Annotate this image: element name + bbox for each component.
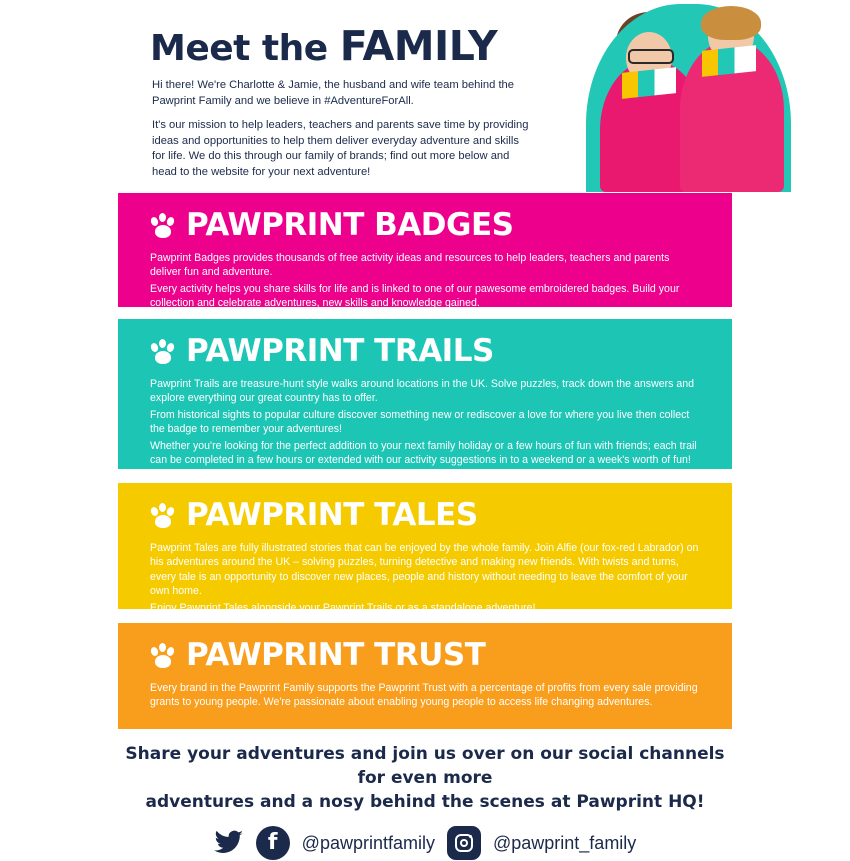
trust-heading — [150, 637, 700, 673]
photo-glasses-icon — [628, 49, 674, 64]
badges-paragraph-1: Pawprint Badges provides thousands of free activity ideas and resources to help leaders, teachers and parents deliver fun and adventure. — [150, 252, 670, 279]
tales-heading — [150, 497, 700, 533]
header-paragraph-2: It's our mission to help leaders, teachers and parents save time by providing ideas and opportunities to help them deliver everyday adventure and skills for life. We do this through our family of brands; find out more below and head to the website for your next adventure! — [152, 119, 529, 178]
footer-section — [0, 742, 850, 860]
instagram-dot — [469, 835, 472, 838]
section-pawprint-badges — [118, 193, 732, 310]
page-title-part1: Meet the — [150, 28, 340, 69]
header-intro-text — [152, 78, 532, 189]
trails-title: PAWPRINT TRAILS — [186, 333, 494, 369]
badges-title: PAWPRINT BADGES — [186, 207, 514, 243]
tales-paragraph-1: Pawprint Tales are fully illustrated stories that can be enjoyed by the whole family. Join Alfie (our fox-red Labrador) on his adventures around the UK – solving puzzles, turning detective and making new friends. With twists and turns, every tale is an opportunity to discover new places, people and history without needing to leave the comfort of your own home. — [150, 542, 699, 598]
badges-paragraph-2: Every activity helps you share skills for life and is linked to one of our pawesome embroidered badges. Build your collection and celebrate adventures, new skills and knowledge gained. — [150, 282, 680, 310]
footer-line-1: Share your adventures and join us over on our social channels for even more — [125, 744, 725, 788]
family-photo — [568, 0, 798, 192]
tales-body — [150, 541, 700, 615]
trails-body — [150, 377, 700, 467]
trails-paragraph-1: Pawprint Trails are treasure-hunt style walks around locations in the UK. Solve puzzles, track down the answers and explore everything our great country has to offer. — [150, 378, 695, 405]
twitter-icon[interactable] — [214, 830, 244, 856]
trails-paragraph-3: Whether you're looking for the perfect addition to your next family holiday or a few hours of fun with friends; each trail can be completed in a few hours or extended with our activity suggestions in to a weekend or a week's worth of fun! — [150, 439, 697, 467]
facebook-icon[interactable] — [256, 826, 290, 860]
instagram-lens — [460, 839, 468, 847]
instagram-icon[interactable] — [447, 826, 481, 860]
photo-hair-right — [701, 6, 761, 40]
header-paragraph-1: Hi there! We're Charlotte & Jamie, the husband and wife team behind the Pawprint Family and we believe in #AdventureForAll. — [152, 79, 514, 107]
paw-icon — [150, 642, 176, 668]
header-section — [0, 0, 850, 190]
section-pawprint-trails — [118, 319, 732, 469]
section-pawprint-tales — [118, 483, 732, 614]
facebook-glyph: f — [267, 830, 278, 855]
paw-icon — [150, 502, 176, 528]
social-links — [0, 826, 850, 860]
trust-title: PAWPRINT TRUST — [186, 637, 486, 673]
trails-paragraph-2: From historical sights to popular culture discover something new or rediscover a love for where you live then collect the badge to remember your adventures! — [150, 408, 690, 436]
badges-body — [150, 251, 700, 311]
facebook-handle[interactable]: @pawprintfamily — [301, 832, 435, 853]
tales-title: PAWPRINT TALES — [186, 497, 478, 533]
trust-paragraph-1: Every brand in the Pawprint Family supports the Pawprint Trust with a percentage of profits from every sale providing grants to young people. We're passionate about enabling young people to access life changing adventures. — [150, 682, 698, 709]
page-title-part2: FAMILY — [339, 22, 498, 70]
instagram-handle[interactable]: @pawprint_family — [492, 832, 637, 853]
badges-heading — [150, 207, 700, 243]
tales-paragraph-2: Enjoy Pawprint Tales alongside your Pawprint Trails or as a standalone adventure! — [150, 601, 536, 614]
section-pawprint-trust — [118, 623, 732, 729]
paw-icon — [150, 338, 176, 364]
footer-line-2: adventures and a nosy behind the scenes at Pawprint HQ! — [145, 792, 705, 812]
trust-body — [150, 681, 700, 710]
trails-heading — [150, 333, 700, 369]
page-title — [150, 22, 497, 70]
paw-icon — [150, 212, 176, 238]
